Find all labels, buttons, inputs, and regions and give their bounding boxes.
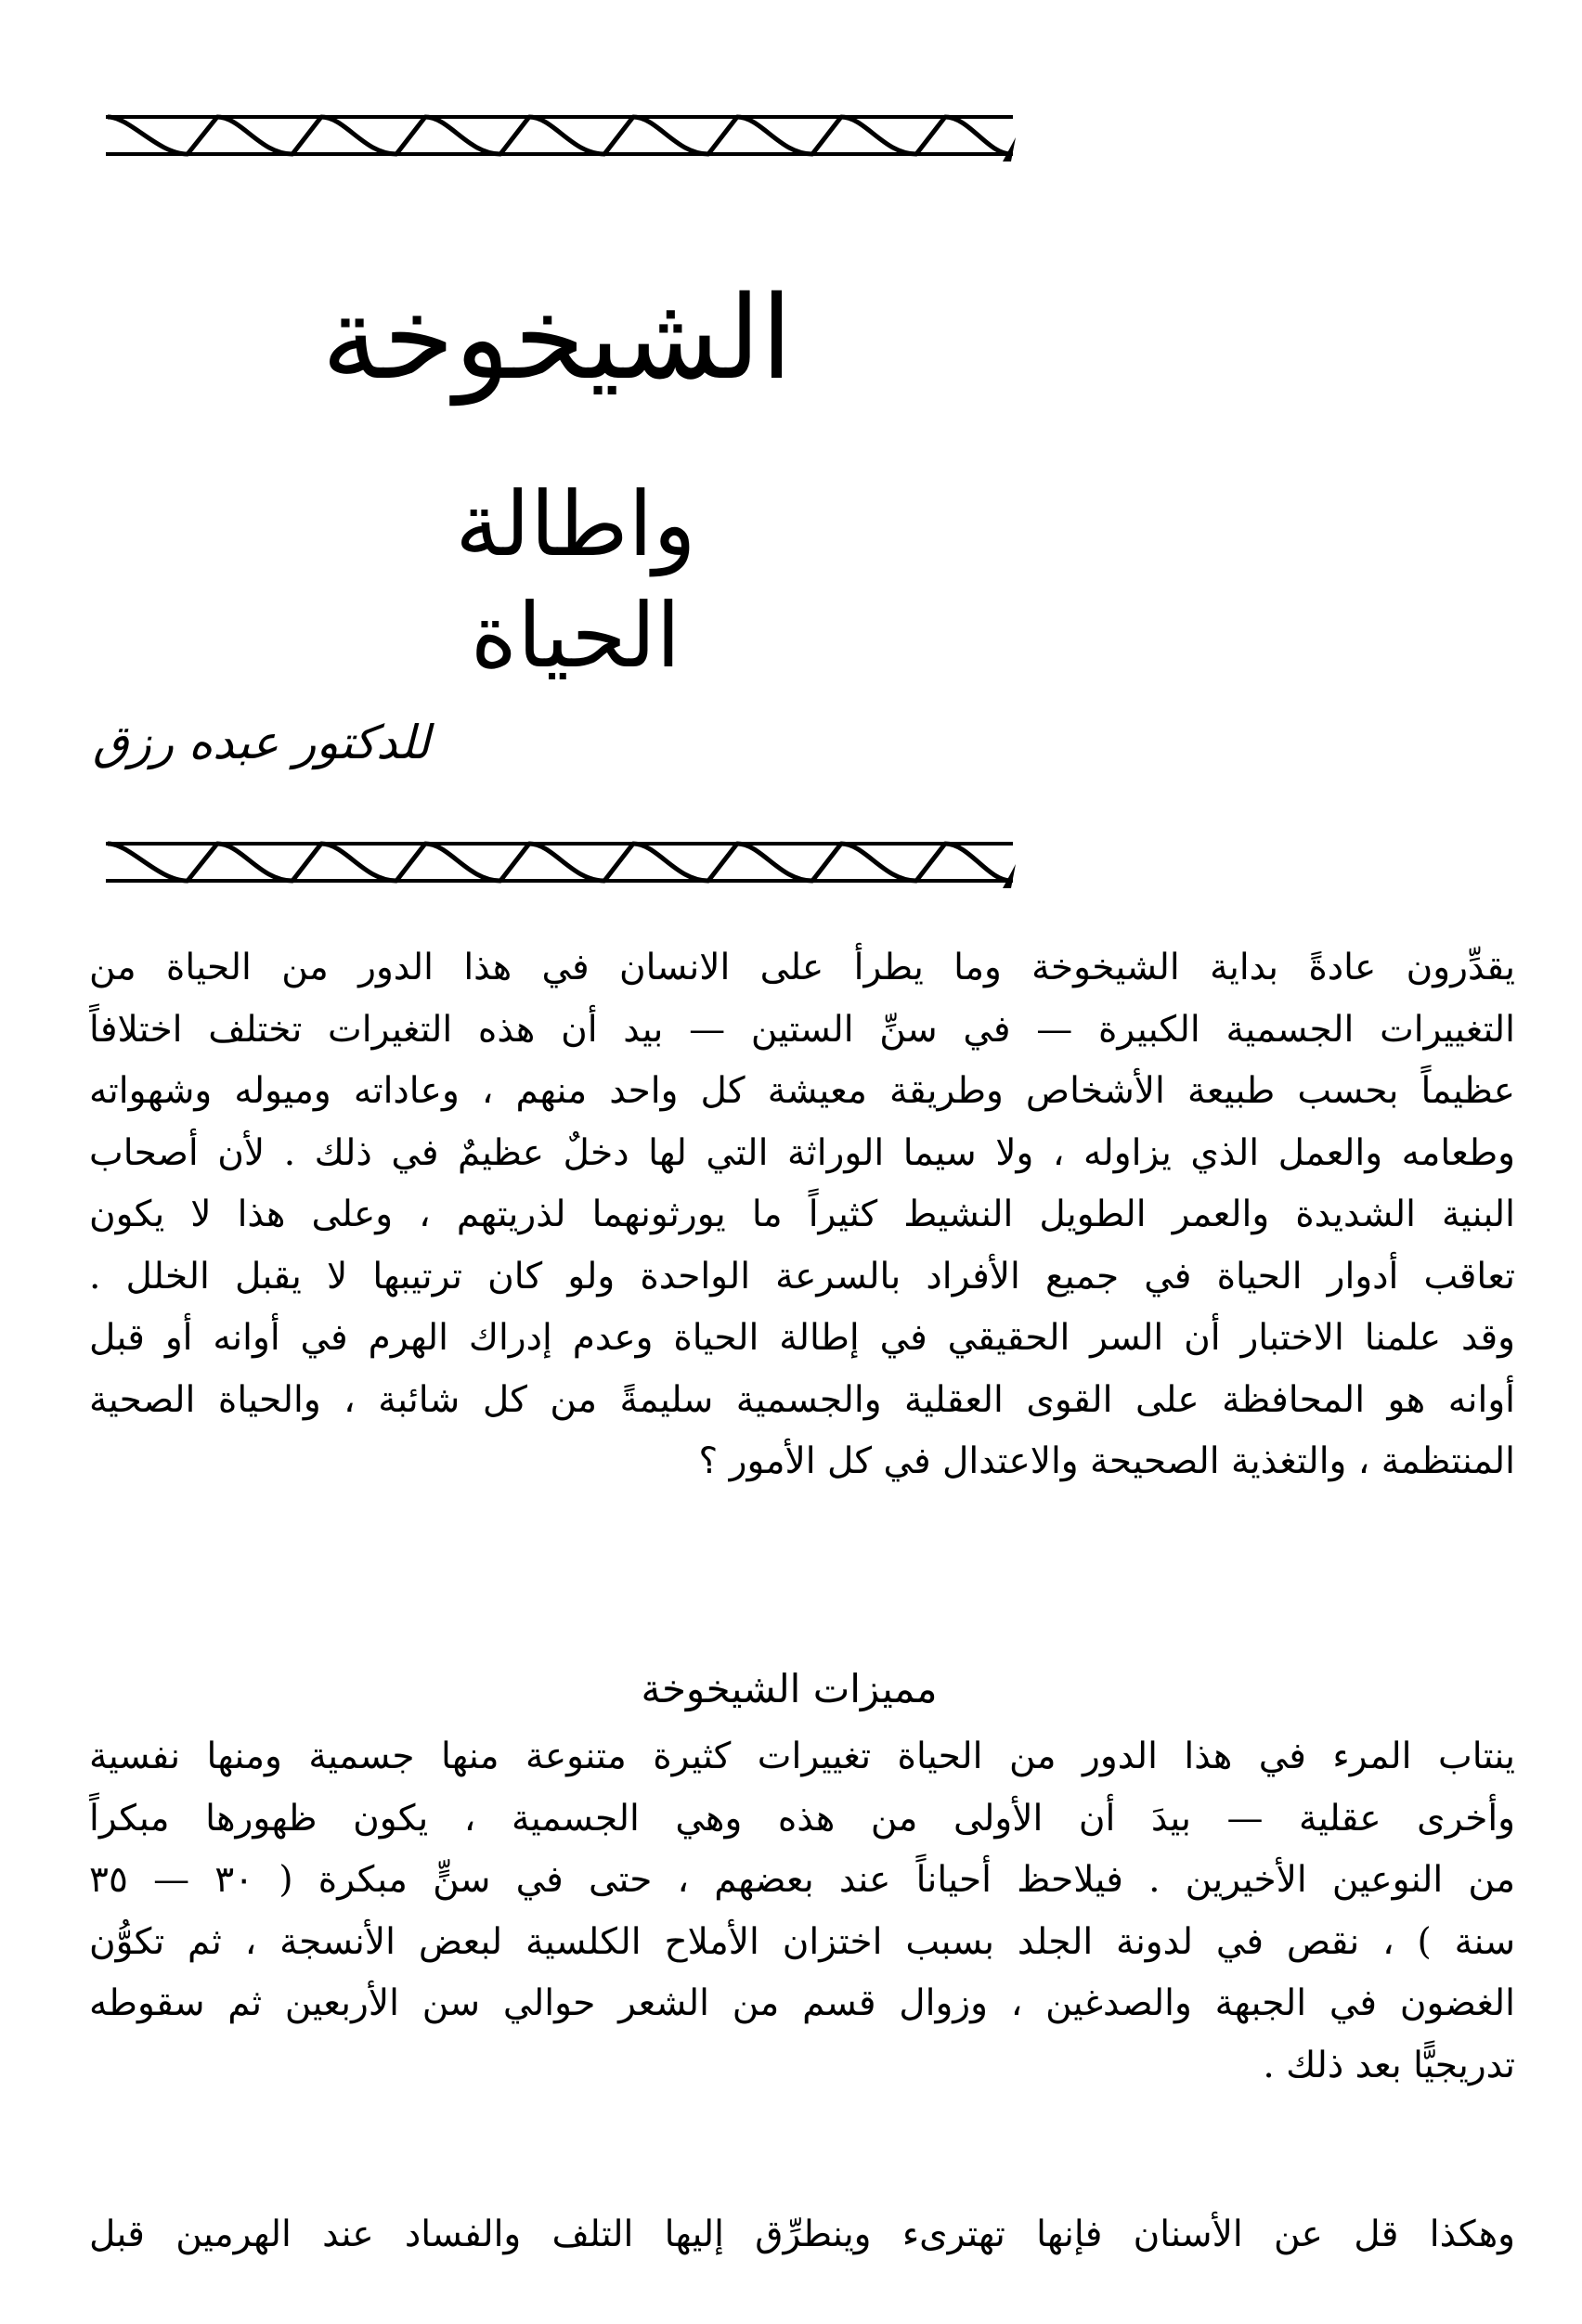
top-ornament-border — [102, 104, 1017, 167]
ornament-top-svg — [102, 104, 1017, 167]
text-line: يقدِّرون عادةً بداية الشيخوخة وما يطرأ على الانسان في هذا الدور من الحياة من — [89, 947, 1515, 988]
text-line: المنتظمة ، والتغذية الصحيحة والاعتدال في كل الأمور ؟ — [698, 1440, 1515, 1482]
text-line: البنية الشديدة والعمر الطويل النشيط كثيراً ما يورثونهما لذريتهم ، وعلى هذا لا يكون — [89, 1194, 1515, 1235]
text-line: تدريجيًّا بعد ذلك . — [1263, 2044, 1515, 2086]
text-line: سنة ) ، نقص في لدونة الجلد بسبب اختزان الأملاح الكلسية لبعض الأنسجة ، ثم تكوُّن — [89, 1920, 1515, 1963]
bottom-ornament-border — [102, 831, 1017, 894]
text-line: أوانه هو المحافظة على القوى العقلية والجسمية سليمةً من كل شائبة ، والحياة الصحية — [89, 1378, 1515, 1421]
text-line: تعاقب أدوار الحياة في جميع الأفراد بالسرعة الواحدة ولو كان ترتيبها لا يقبل الخلل . — [89, 1255, 1515, 1298]
paragraph-intro — [89, 937, 1515, 1493]
ornament-bottom-svg — [102, 831, 1017, 894]
section-heading: مميزات الشيخوخة — [641, 1666, 938, 1711]
subtitle: واطالة الحياة — [455, 472, 696, 688]
title: الشيخوخة — [321, 272, 793, 406]
text-line: وقد علمنا الاختبار أن السر الحقيقي في إطالة الحياة وعدم إدراك الهرم في أوانه أو قبل — [89, 1317, 1515, 1359]
text-line: وطعامه والعمل الذي يزاوله ، ولا سيما الوراثة التي لها دخلٌ عظيمٌ في ذلك . لأن أصحاب — [89, 1131, 1515, 1174]
text-line: عظيماً بحسب طبيعة الأشخاص وطريقة معيشة كل واحد منهم ، وعاداته وميوله وشهواته — [89, 1070, 1515, 1112]
text-line: التغييرات الجسمية الكبيرة — في سنِّ الستين — بيد أن هذه التغيرات تختلف اختلافاً — [89, 1008, 1515, 1051]
text-line: الغضون في الجبهة والصدغين ، وزوال قسم من الشعر حوالي سن الأربعين ثم سقوطه — [89, 1982, 1515, 2024]
text-line: وهكذا قل عن الأسنان فإنها تهترىء وينطرِّق إليها التلف والفساد عند الهرمين قبل — [89, 2214, 1515, 2255]
text-line: ينتاب المرء في هذا الدور من الحياة تغييرات كثيرة متنوعة منها جسمية ومنها نفسية — [89, 1736, 1515, 1777]
paragraph-features — [89, 1726, 1515, 2097]
text-line: وأخرى عقلية — بيدَ أن الأولى من هذه وهي الجسمية ، يكون ظهورها مبكراً — [89, 1797, 1515, 1840]
paragraph-teeth — [89, 2204, 1515, 2266]
author-signature: للدكتور عبده رزق — [93, 716, 431, 769]
text-line: من النوعين الأخيرين . فيلاحظ أحياناً عند بعضهم ، حتى في سنٍّ مبكرة ( ٣٠ — ٣٥ — [89, 1859, 1515, 1901]
